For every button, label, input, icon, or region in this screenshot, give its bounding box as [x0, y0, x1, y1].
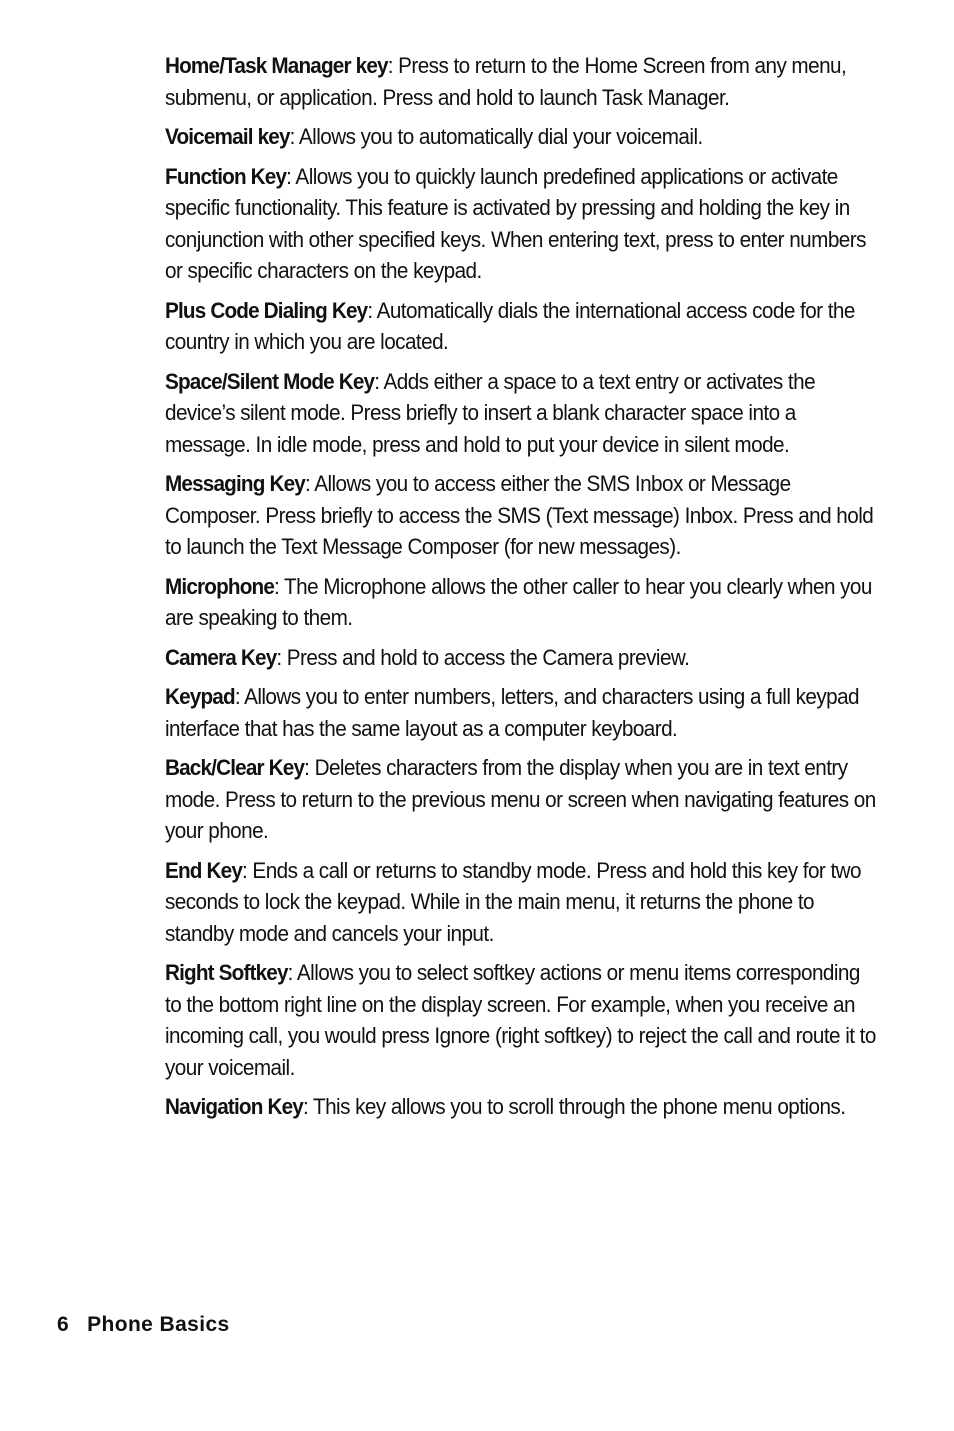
entry-description: : Press and hold to access the Camera preview.: [276, 644, 690, 670]
entry-description: : The Microphone allows the other caller to hear you clearly when you are speaking to them.: [165, 573, 872, 630]
entry-back-clear-key: [165, 752, 877, 847]
entry-space-silent-mode-key: [165, 366, 877, 461]
entry-description: : Adds either a space to a text entry or activates the device’s silent mode. Press briefly to insert a blank character space into a message. In idle mode, press and hold to put your device in silent mode.: [165, 368, 816, 457]
entry-plus-code-dialing-key: [165, 295, 877, 358]
entry-end-key: [165, 855, 877, 950]
entry-description: : Press to return to the Home Screen from any menu, submenu, or application. Press and hold to launch Task Manager.: [165, 53, 847, 110]
entry-term: Back/Clear Key: [165, 755, 305, 780]
entry-term: Navigation Key: [165, 1094, 303, 1119]
entry-keypad: [165, 681, 877, 744]
entry-messaging-key: [165, 468, 877, 563]
entry-description: : Ends a call or returns to standby mode. Press and hold this key for two seconds to lock the keypad. While in the main menu, it returns the phone to standby mode and cancels your input.: [165, 857, 862, 946]
entry-description: : Deletes characters from the display when you are in text entry mode. Press to return to the previous menu or screen when navigating features on your phone.: [165, 755, 876, 843]
key-descriptions: [165, 50, 877, 1131]
entry-term: Keypad: [165, 684, 235, 709]
entry-right-softkey: [165, 957, 877, 1083]
entry-term: Plus Code Dialing Key: [165, 297, 368, 323]
entry-term: Home/Task Manager key: [165, 53, 388, 78]
entry-navigation-key: [165, 1091, 877, 1123]
entry-term: Microphone: [165, 573, 275, 599]
entry-description: : This key allows you to scroll through the phone menu options.: [302, 1094, 846, 1119]
entry-camera-key: [165, 642, 877, 674]
entry-description: : Allows you to automatically dial your voicemail.: [289, 124, 703, 149]
entry-home-task-manager-key: [165, 50, 877, 113]
page-number: 6: [57, 1313, 70, 1336]
section-title: Phone Basics: [87, 1313, 230, 1336]
entry-description: : Automatically dials the international access code for the country in which you are located.: [165, 297, 855, 354]
entry-description: : Allows you to select softkey actions or menu items corresponding to the bottom right line on the display screen. For example, when you receive an incoming call, you would press Ignore (right softkey) to reject the call and route it to your voicemail.: [165, 960, 876, 1080]
entry-term: Camera Key: [165, 644, 277, 670]
page-footer: [57, 1313, 230, 1337]
entry-term: End Key: [165, 857, 243, 883]
entry-description: : Allows you to quickly launch predefined applications or activate specific functionality. This feature is activated by pressing and holding the key in conjunction with other specified keys. When entering text, press to enter numbers or specific characters on the keypad.: [165, 163, 866, 283]
entry-term: Space/Silent Mode Key: [165, 368, 375, 394]
entry-function-key: [165, 161, 877, 287]
entry-term: Right Softkey: [165, 960, 288, 985]
entry-description: : Allows you to enter numbers, letters, and characters using a full keypad interface that has the same layout as a computer keyboard.: [165, 684, 860, 741]
entry-term: Voicemail key: [165, 124, 290, 149]
entry-term: Function Key: [165, 163, 287, 189]
entry-description: : Allows you to access either the SMS Inbox or Message Composer. Press briefly to access the SMS (Text message) Inbox. Press and hold to launch the Text Message Composer (for new messages).: [165, 471, 874, 559]
entry-voicemail-key: [165, 121, 877, 153]
entry-term: Messaging Key: [165, 471, 305, 496]
entry-microphone: [165, 571, 877, 634]
